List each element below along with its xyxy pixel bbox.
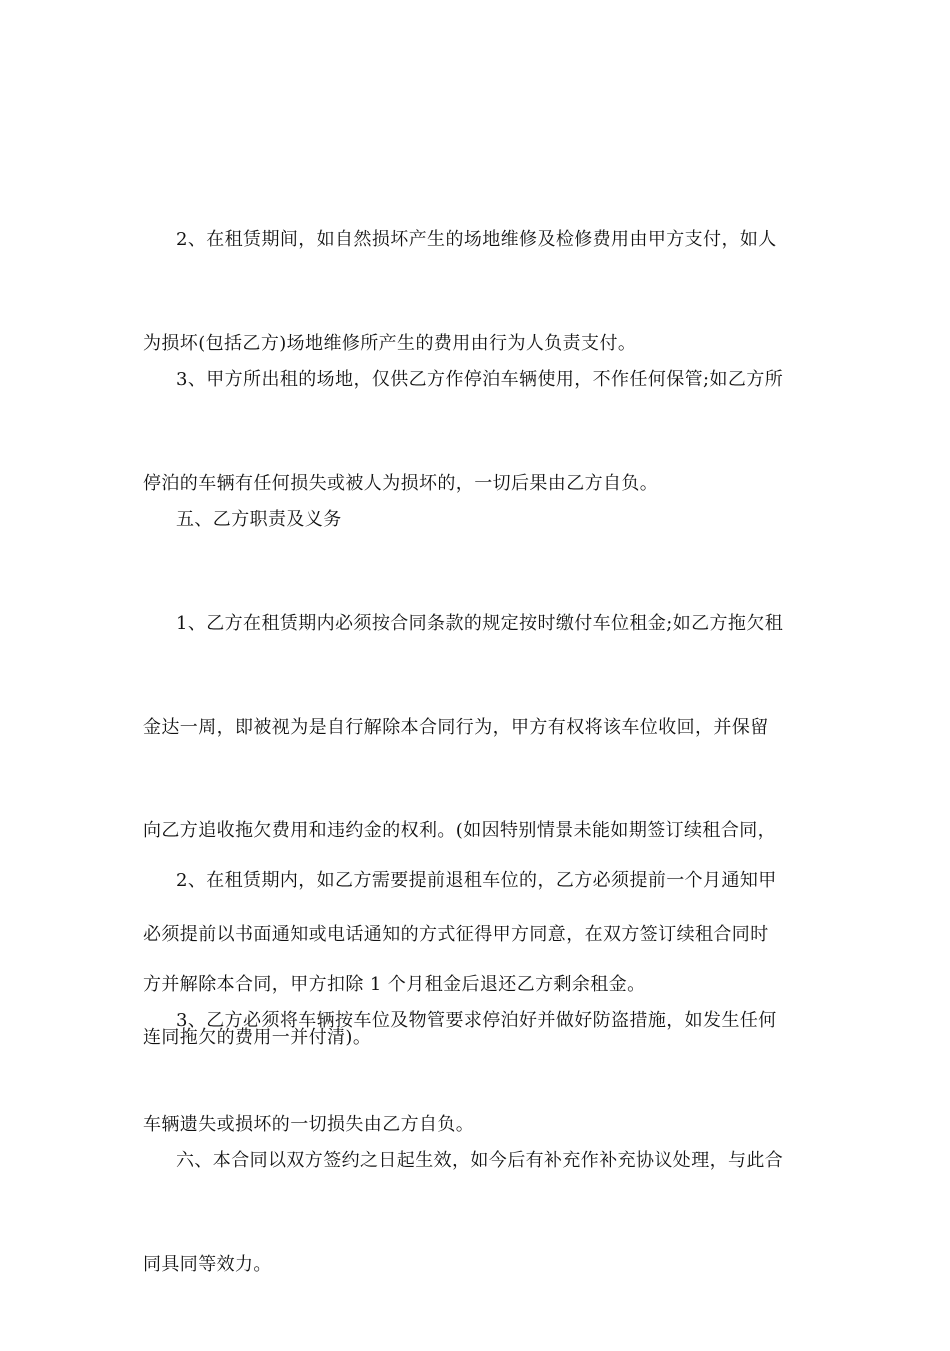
clause-paragraph-effective-date bbox=[143, 1075, 813, 1351]
paragraph-line: 同具同等效力。 bbox=[143, 1253, 272, 1275]
paragraph-line: 1、乙方在租赁期内必须按合同条款的规定按时缴付车位租金;如乙方拖欠租 bbox=[176, 613, 784, 634]
paragraph-line: 停泊的车辆有任何损失或被人为损坏的，一切后果由乙方自负。 bbox=[143, 472, 659, 494]
paragraph-line: 3、甲方所出租的场地，仅供乙方作停泊车辆使用，不作任何保管;如乙方所 bbox=[176, 369, 784, 390]
paragraph-line: 连同拖欠的费用一并付清)。 bbox=[143, 1027, 372, 1048]
paragraph-line: 3、乙方必须将车辆按车位及物管要求停泊好并做好防盗措施，如发生任何 bbox=[176, 1010, 777, 1031]
paragraph-line: 方并解除本合同，甲方扣除 1 个月租金后退还乙方剩余租金。 bbox=[143, 973, 646, 995]
paragraph-line: 为损坏(包括乙方)场地维修所产生的费用由行为人负责支付。 bbox=[143, 332, 637, 354]
paragraph-line: 六、本合同以双方签约之日起生效，如今后有补充作补充协议处理，与此合 bbox=[176, 1150, 784, 1171]
paragraph-line: 必须提前以书面通知或电话通知的方式征得甲方同意，在双方签订续租合同时 bbox=[143, 923, 769, 945]
paragraph-line: 向乙方追收拖欠费用和违约金的权利。(如因特别情景未能如期签订续租合同， bbox=[143, 820, 777, 841]
paragraph-line: 车辆遗失或损坏的一切损失由乙方自负。 bbox=[143, 1113, 475, 1135]
paragraph-line: 2、在租赁期内，如乙方需要提前退租车位的，乙方必须提前一个月通知甲 bbox=[176, 870, 777, 891]
paragraph-line: 2、在租赁期间，如自然损坏产生的场地维修及检修费用由甲方支付，如人 bbox=[176, 229, 777, 250]
paragraph-line: 金达一周，即被视为是自行解除本合同行为，甲方有权将该车位收回，并保留 bbox=[143, 716, 769, 738]
section-heading: 五、乙方职责及义务 bbox=[176, 509, 342, 530]
